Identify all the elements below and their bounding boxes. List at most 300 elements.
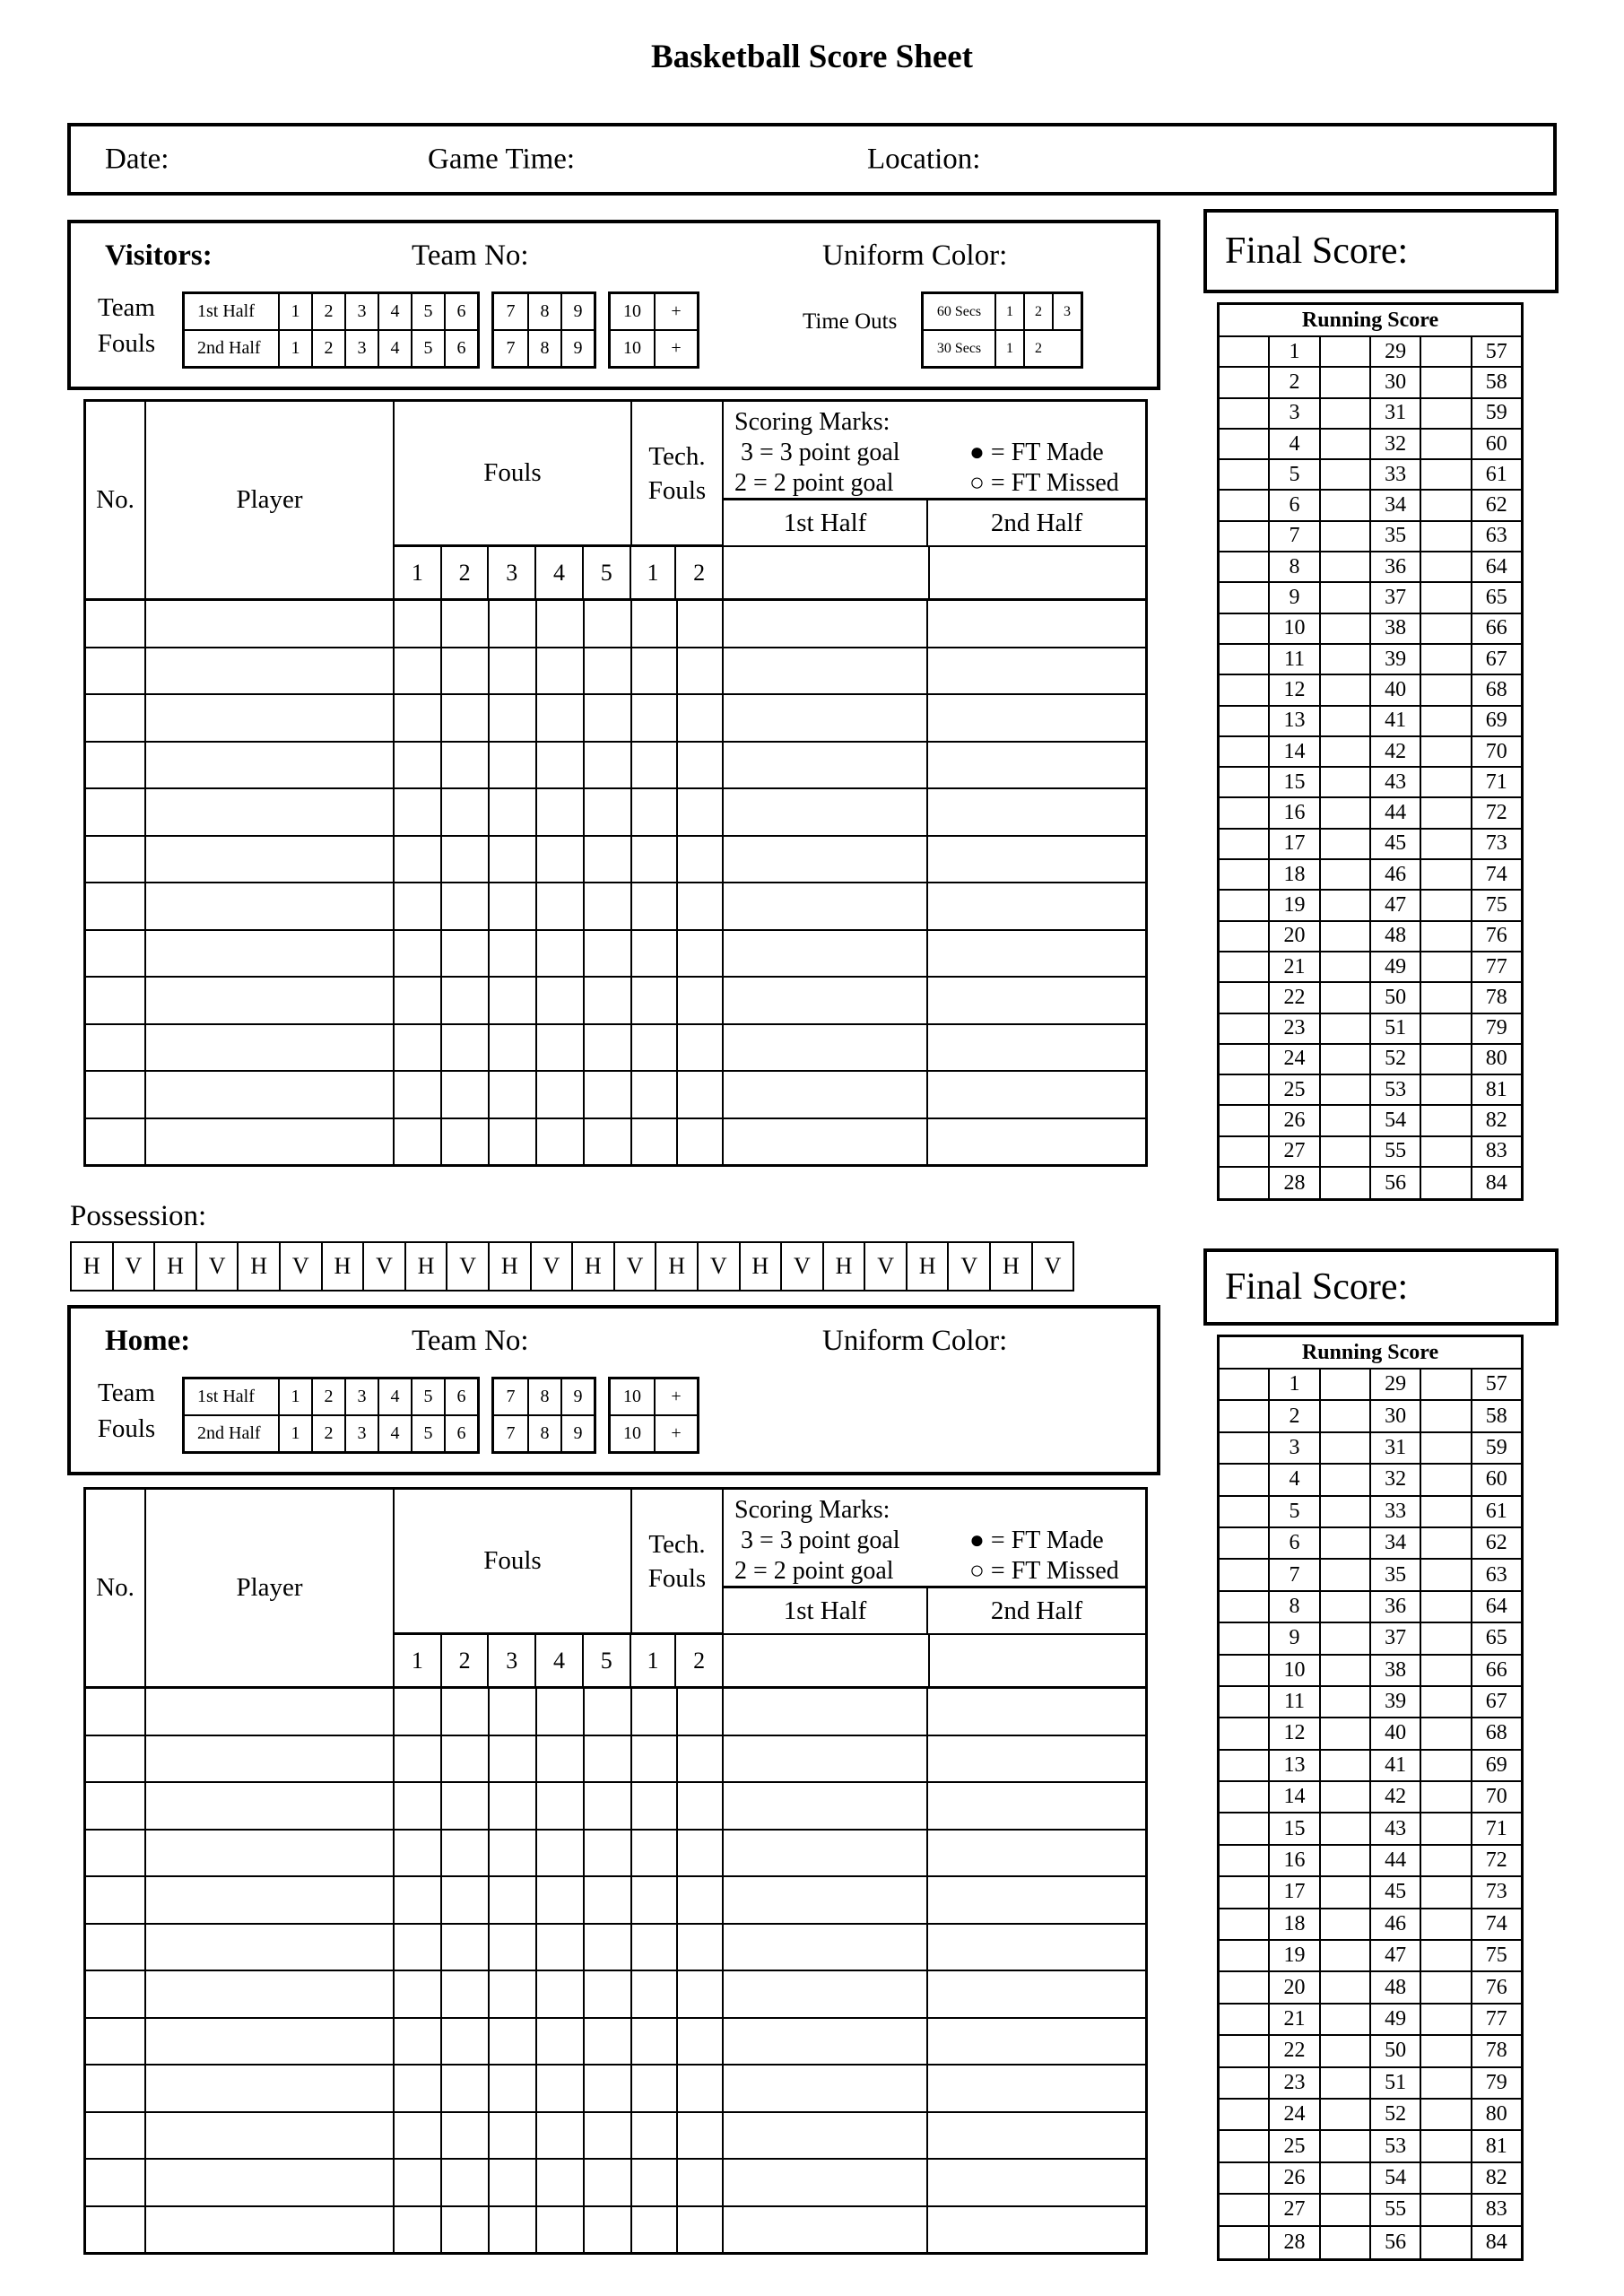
foul-cell xyxy=(395,978,442,1023)
running-score-row xyxy=(1220,2163,1521,2195)
possession-cell: H xyxy=(70,1241,114,1292)
score-blank-cell xyxy=(1220,1687,1270,1717)
score-number-cell: 4 xyxy=(1270,430,1320,458)
score-blank-cell xyxy=(1220,1497,1270,1526)
score-blank-cell xyxy=(1321,337,1371,366)
foul-count-cell: 1 xyxy=(278,294,311,329)
score-blank-cell xyxy=(1321,983,1371,1012)
foul-cell xyxy=(537,2207,585,2253)
first-half-blank-cell xyxy=(724,547,930,598)
player-row xyxy=(86,789,1145,837)
foul-cell xyxy=(442,2019,490,2065)
tech-foul-cell xyxy=(632,883,678,929)
tech-foul-cell xyxy=(632,789,678,835)
foul-cell xyxy=(490,978,537,1023)
foul-cell xyxy=(537,648,585,694)
foul-cell xyxy=(537,789,585,835)
score-blank-cell xyxy=(1421,860,1472,889)
no-cell xyxy=(86,601,146,647)
no-cell xyxy=(86,883,146,929)
fouls-column-header: Fouls xyxy=(395,1490,632,1632)
score-blank-cell xyxy=(1421,2131,1472,2161)
score-number-cell: 23 xyxy=(1270,2068,1320,2098)
score-number-cell: 63 xyxy=(1485,524,1507,548)
score-blank-cell xyxy=(1321,1370,1371,1399)
tech-foul-cell xyxy=(632,2113,678,2159)
no-cell xyxy=(86,2160,146,2205)
score-number-cell: 15 xyxy=(1270,1813,1320,1843)
score-number-cell: 78 xyxy=(1485,2039,1507,2063)
foul-number-cell: 1 xyxy=(395,1635,442,1686)
foul-count-cell: 7 xyxy=(506,301,516,321)
timeout-blank-cell xyxy=(1052,331,1081,366)
foul-cell xyxy=(537,978,585,1023)
tech-foul-cell xyxy=(632,1689,678,1735)
tech-foul-cell xyxy=(678,837,724,883)
score-number-cell: 51 xyxy=(1371,2068,1421,2098)
scoring-subheader-blank-row xyxy=(724,547,1145,598)
score-number-cell: 80 xyxy=(1485,2102,1507,2126)
score-blank-cell xyxy=(1321,707,1371,735)
score-number-cell: 31 xyxy=(1371,1433,1421,1463)
running-score-row xyxy=(1220,1687,1521,1718)
possession-cell: V xyxy=(697,1241,741,1292)
tech-foul-cell xyxy=(678,1119,724,1165)
foul-cell xyxy=(442,2113,490,2159)
foul-cell xyxy=(442,1971,490,2017)
foul-count-cell: 3 xyxy=(344,1379,378,1414)
foul-cell xyxy=(537,2160,585,2205)
score-number-cell: 65 xyxy=(1485,1626,1507,1650)
team-fouls-row xyxy=(494,1379,594,1414)
team-fouls-group xyxy=(182,291,480,369)
date-label: Date: xyxy=(105,143,169,175)
foul-count-cell: 5 xyxy=(411,294,444,329)
foul-cell xyxy=(490,1689,537,1735)
first-half-score-cell xyxy=(724,648,928,694)
score-blank-cell xyxy=(1421,675,1472,704)
team-fouls-group xyxy=(608,291,699,369)
team-fouls-group xyxy=(182,1377,480,1454)
foul-cell xyxy=(395,1783,442,1829)
score-blank-cell xyxy=(1220,522,1270,551)
foul-count-cell: 5 xyxy=(411,331,444,366)
score-number-cell: 16 xyxy=(1270,1846,1320,1875)
tech-fouls-column-header xyxy=(632,1490,722,1632)
running-score-row xyxy=(1220,1401,1521,1432)
players-table-body xyxy=(86,601,1145,1164)
team-fouls-row xyxy=(185,1414,477,1451)
running-score-row xyxy=(1220,1909,1521,1941)
foul-cell xyxy=(395,1119,442,1165)
score-blank-cell xyxy=(1220,368,1270,396)
foul-cell xyxy=(490,789,537,835)
team-fouls-label xyxy=(91,1375,162,1447)
ft-made-legend: ● = FT Made xyxy=(969,1526,1104,1554)
score-number-cell: 9 xyxy=(1270,583,1320,612)
score-blank-cell xyxy=(1321,460,1371,489)
second-half-score-cell xyxy=(928,2207,1145,2253)
score-number-cell: 18 xyxy=(1270,1909,1320,1939)
possession-label: Possession: xyxy=(70,1200,207,1232)
foul-count-cell: 3 xyxy=(344,331,378,366)
score-blank-cell xyxy=(1421,552,1472,581)
score-number-cell: 42 xyxy=(1371,737,1421,766)
second-half-score-cell xyxy=(928,2066,1145,2111)
no-cell xyxy=(86,743,146,788)
score-blank-cell xyxy=(1220,2131,1270,2161)
foul-count-cell: 1 xyxy=(278,1379,311,1414)
score-number-cell: 77 xyxy=(1485,954,1507,978)
score-number-cell: 67 xyxy=(1485,647,1507,671)
scoring-columns xyxy=(724,402,1145,598)
player-row xyxy=(86,1119,1145,1165)
score-blank-cell xyxy=(1421,1846,1472,1875)
score-blank-cell xyxy=(1321,1909,1371,1939)
score-blank-cell xyxy=(1220,614,1270,643)
score-blank-cell xyxy=(1421,1075,1472,1104)
score-blank-cell xyxy=(1220,1909,1270,1939)
tech-foul-cell xyxy=(678,2113,724,2159)
score-number-cell: 66 xyxy=(1485,1657,1507,1682)
score-blank-cell xyxy=(1421,1560,1472,1589)
foul-cell xyxy=(585,695,632,741)
running-score-row xyxy=(1220,2005,1521,2036)
tech-foul-cell xyxy=(678,883,724,929)
team-fouls-row xyxy=(494,1414,594,1451)
tech-foul-cell xyxy=(678,1925,724,1970)
score-blank-cell xyxy=(1321,1877,1371,1907)
score-number-cell: 43 xyxy=(1371,768,1421,796)
score-number-cell: 28 xyxy=(1270,2227,1320,2258)
score-blank-cell xyxy=(1421,2227,1472,2258)
running-score-row xyxy=(1220,2100,1521,2131)
running-score-row xyxy=(1220,1941,1521,1972)
score-blank-cell xyxy=(1220,583,1270,612)
score-number-cell: 2 xyxy=(1270,1401,1320,1431)
team-fouls-label-line1: Team xyxy=(98,1378,155,1407)
player-name-cell xyxy=(146,1025,395,1071)
foul-cell xyxy=(442,1736,490,1782)
foul-cell xyxy=(490,1025,537,1071)
score-number-cell: 7 xyxy=(1270,1560,1320,1589)
tech-foul-cell xyxy=(678,2207,724,2253)
first-half-score-cell xyxy=(724,1072,928,1118)
no-cell xyxy=(86,2019,146,2065)
first-half-score-cell xyxy=(724,2019,928,2065)
no-column-header: No. xyxy=(86,402,146,598)
foul-count-cell: 10 xyxy=(623,1387,641,1406)
score-blank-cell xyxy=(1421,368,1472,396)
tech-foul-cell xyxy=(632,837,678,883)
running-score-row xyxy=(1220,1433,1521,1465)
score-number-cell: 75 xyxy=(1485,892,1507,917)
score-number-cell: 42 xyxy=(1371,1782,1421,1812)
fouls-numbers-row xyxy=(395,547,722,598)
first-half-header: 1st Half xyxy=(724,1588,928,1633)
team-fouls-row xyxy=(185,1379,477,1414)
score-number-cell: 33 xyxy=(1371,1497,1421,1526)
score-number-cell: 72 xyxy=(1485,801,1507,825)
no-cell xyxy=(86,1925,146,1970)
tech-foul-cell xyxy=(632,695,678,741)
foul-cell xyxy=(442,2160,490,2205)
first-half-score-cell xyxy=(724,789,928,835)
score-blank-cell xyxy=(1220,1370,1270,1399)
no-cell xyxy=(86,1877,146,1923)
first-half-score-cell xyxy=(724,1925,928,1970)
score-blank-cell xyxy=(1220,891,1270,919)
team-fouls-label-line1: Team xyxy=(98,293,155,322)
foul-cell xyxy=(490,695,537,741)
score-blank-cell xyxy=(1421,614,1472,643)
running-score-row xyxy=(1220,1623,1521,1655)
score-number-cell: 51 xyxy=(1371,1014,1421,1043)
timeout-count-cell: 1 xyxy=(994,294,1023,329)
player-name-cell xyxy=(146,1831,395,1876)
second-half-score-cell xyxy=(928,883,1145,929)
tech-foul-cell xyxy=(678,1971,724,2017)
score-blank-cell xyxy=(1220,460,1270,489)
score-blank-cell xyxy=(1220,1656,1270,1685)
score-number-cell: 48 xyxy=(1371,1972,1421,2002)
score-number-cell: 32 xyxy=(1371,430,1421,458)
no-cell xyxy=(86,789,146,835)
team-fouls-row xyxy=(611,1379,697,1414)
possession-cell: V xyxy=(1031,1241,1075,1292)
second-half-score-cell xyxy=(928,931,1145,977)
player-name-cell xyxy=(146,2207,395,2253)
score-number-cell: 3 xyxy=(1270,399,1320,428)
player-row xyxy=(86,837,1145,884)
score-blank-cell xyxy=(1220,430,1270,458)
possession-cell: V xyxy=(112,1241,156,1292)
team-fouls-row xyxy=(611,1414,697,1451)
foul-cell xyxy=(490,648,537,694)
page-title: Basketball Score Sheet xyxy=(650,39,974,75)
foul-cell xyxy=(585,1783,632,1829)
score-blank-cell xyxy=(1220,491,1270,519)
tech-foul-cell xyxy=(632,978,678,1023)
score-blank-cell xyxy=(1321,830,1371,858)
possession-cell: V xyxy=(947,1241,991,1292)
foul-cell xyxy=(537,695,585,741)
foul-cell xyxy=(490,2019,537,2065)
score-blank-cell xyxy=(1421,798,1472,827)
running-score-row xyxy=(1220,737,1521,768)
score-number-cell: 68 xyxy=(1485,677,1507,701)
ft-missed-legend: ○ = FT Missed xyxy=(969,469,1119,497)
player-row xyxy=(86,1925,1145,1972)
location-label: Location: xyxy=(867,143,981,175)
team-fouls-row xyxy=(494,294,594,329)
running-score-row xyxy=(1220,2068,1521,2100)
foul-cell xyxy=(490,931,537,977)
score-number-cell: 37 xyxy=(1371,1623,1421,1653)
score-blank-cell xyxy=(1321,1045,1371,1074)
score-blank-cell xyxy=(1321,430,1371,458)
score-number-cell: 55 xyxy=(1371,1137,1421,1166)
half-label-cell: 2nd Half xyxy=(197,338,261,358)
scoring-columns xyxy=(724,1490,1145,1686)
no-cell xyxy=(86,695,146,741)
score-number-cell: 59 xyxy=(1485,1435,1507,1459)
score-blank-cell xyxy=(1321,1528,1371,1558)
foul-count-cell: 2 xyxy=(311,1379,344,1414)
foul-cell xyxy=(490,1119,537,1165)
score-blank-cell xyxy=(1421,1718,1472,1748)
foul-cell xyxy=(442,1783,490,1829)
score-number-cell: 27 xyxy=(1270,1137,1320,1166)
score-blank-cell xyxy=(1321,583,1371,612)
player-name-cell xyxy=(146,837,395,883)
score-number-cell: 70 xyxy=(1485,1785,1507,1809)
scoring-marks-3pt: 3 = 3 point goal xyxy=(734,1526,900,1554)
tech-foul-cell xyxy=(678,648,724,694)
score-blank-cell xyxy=(1321,614,1371,643)
players-table-header xyxy=(86,402,1145,601)
running-score-row xyxy=(1220,830,1521,860)
score-number-cell: 47 xyxy=(1371,1941,1421,1970)
scoring-marks-right xyxy=(969,438,1119,499)
half-label-cell: 2nd Half xyxy=(197,1423,261,1443)
foul-cell xyxy=(537,1925,585,1970)
foul-count-cell: 10 xyxy=(623,1423,641,1443)
foul-cell xyxy=(442,1831,490,1876)
foul-cell xyxy=(442,695,490,741)
first-half-score-cell xyxy=(724,1831,928,1876)
possession-cell: H xyxy=(488,1241,532,1292)
second-half-score-cell xyxy=(928,601,1145,647)
score-number-cell: 24 xyxy=(1270,2100,1320,2129)
foul-cell xyxy=(395,883,442,929)
no-cell xyxy=(86,2113,146,2159)
foul-cell xyxy=(395,2113,442,2159)
foul-count-cell: 3 xyxy=(344,294,378,329)
score-number-cell: 11 xyxy=(1270,645,1320,674)
first-half-score-cell xyxy=(724,2207,928,2253)
first-half-score-cell xyxy=(724,883,928,929)
foul-cell xyxy=(490,1971,537,2017)
fouls-tech-columns xyxy=(395,1490,724,1686)
foul-cell xyxy=(395,2160,442,2205)
foul-count-cell: 3 xyxy=(344,1416,378,1451)
foul-cell xyxy=(537,1689,585,1735)
score-blank-cell xyxy=(1220,1401,1270,1431)
score-number-cell: 45 xyxy=(1371,1877,1421,1907)
score-number-cell: 62 xyxy=(1485,1531,1507,1555)
tech-foul-cell xyxy=(678,1689,724,1735)
first-half-score-cell xyxy=(724,2066,928,2111)
running-score-row xyxy=(1220,798,1521,829)
timeout-count-cell: 3 xyxy=(1052,294,1081,329)
score-number-cell: 25 xyxy=(1270,2131,1320,2161)
foul-cell xyxy=(395,1831,442,1876)
tech-foul-cell xyxy=(678,1072,724,1118)
second-half-score-cell xyxy=(928,1971,1145,2017)
running-score-row xyxy=(1220,1528,1521,1560)
foul-count-cell: + xyxy=(654,294,697,329)
half-headers-row xyxy=(724,500,1145,547)
tech-foul-cell xyxy=(678,2019,724,2065)
score-number-cell: 67 xyxy=(1485,1690,1507,1714)
foul-cell xyxy=(442,1689,490,1735)
foul-cell xyxy=(395,1877,442,1923)
score-blank-cell xyxy=(1220,2068,1270,2098)
score-blank-cell xyxy=(1421,2036,1472,2066)
foul-cell xyxy=(395,1971,442,2017)
foul-count-cell: 5 xyxy=(411,1416,444,1451)
score-number-cell: 66 xyxy=(1485,616,1507,640)
score-blank-cell xyxy=(1321,737,1371,766)
possession-cell: V xyxy=(530,1241,574,1292)
score-blank-cell xyxy=(1220,1813,1270,1843)
score-number-cell: 41 xyxy=(1371,1751,1421,1780)
foul-count-cell: 6 xyxy=(444,294,477,329)
team-no-label: Team No: xyxy=(412,1325,529,1357)
foul-count-cell: 4 xyxy=(378,294,411,329)
possession-cell: H xyxy=(237,1241,281,1292)
ft-made-legend: ● = FT Made xyxy=(969,439,1104,466)
first-half-score-cell xyxy=(724,1689,928,1735)
foul-cell xyxy=(585,1119,632,1165)
foul-cell xyxy=(442,883,490,929)
score-number-cell: 56 xyxy=(1371,2227,1421,2258)
score-number-cell: 36 xyxy=(1371,552,1421,581)
score-number-cell: 24 xyxy=(1270,1045,1320,1074)
players-table-body xyxy=(86,1689,1145,2252)
foul-cell xyxy=(537,883,585,929)
running-score-row xyxy=(1220,1813,1521,1845)
team-fouls-label xyxy=(91,290,162,361)
score-blank-cell xyxy=(1321,1465,1371,1494)
score-number-cell: 21 xyxy=(1270,2005,1320,2034)
score-number-cell: 38 xyxy=(1371,614,1421,643)
score-blank-cell xyxy=(1220,952,1270,981)
running-score-row xyxy=(1220,860,1521,891)
score-number-cell: 61 xyxy=(1485,1499,1507,1523)
ft-missed-legend: ○ = FT Missed xyxy=(969,1557,1119,1585)
score-blank-cell xyxy=(1321,368,1371,396)
score-blank-cell xyxy=(1421,1877,1472,1907)
tech-foul-cell xyxy=(678,978,724,1023)
team-fouls-row xyxy=(611,329,697,366)
foul-cell xyxy=(442,1119,490,1165)
tech-foul-cell xyxy=(678,2160,724,2205)
second-half-score-cell xyxy=(928,1925,1145,1970)
score-blank-cell xyxy=(1321,2100,1371,2129)
foul-cell xyxy=(490,1925,537,1970)
score-number-cell: 83 xyxy=(1485,1139,1507,1163)
score-blank-cell xyxy=(1321,522,1371,551)
score-number-cell: 58 xyxy=(1485,370,1507,394)
half-label-cell: 1st Half xyxy=(197,1387,255,1406)
home-panel xyxy=(67,1305,1160,1475)
scoring-marks-lines xyxy=(734,438,1145,499)
running-score-row xyxy=(1220,1075,1521,1106)
running-score-row xyxy=(1220,1656,1521,1687)
score-blank-cell xyxy=(1220,2100,1270,2129)
score-blank-cell xyxy=(1421,2100,1472,2129)
score-blank-cell xyxy=(1220,1751,1270,1780)
tech-foul-number-cell: 1 xyxy=(631,1635,677,1686)
timeouts-grid xyxy=(921,291,1083,369)
score-blank-cell xyxy=(1220,798,1270,827)
foul-cell xyxy=(585,1025,632,1071)
possession-cell: V xyxy=(864,1241,908,1292)
second-half-header: 2nd Half xyxy=(990,508,1083,537)
first-half-blank-cell xyxy=(724,1635,930,1686)
